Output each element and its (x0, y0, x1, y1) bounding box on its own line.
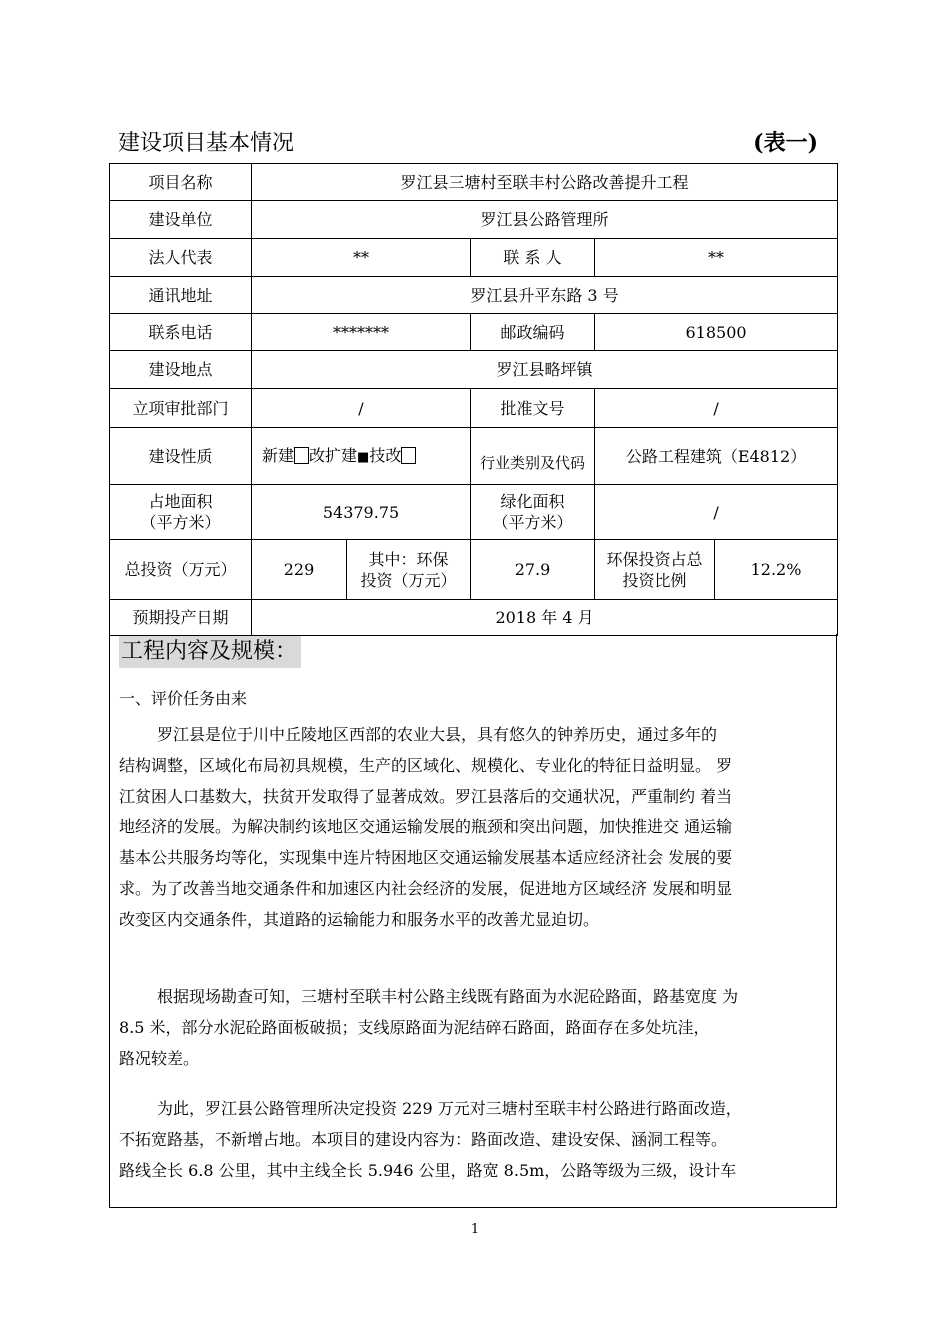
approval-dept-value: / (252, 389, 471, 428)
tech-checkbox-icon (401, 447, 416, 464)
table-row (110, 201, 838, 239)
table-row (110, 428, 838, 485)
checked-box-icon: ■ (357, 449, 370, 465)
table-row (110, 389, 838, 428)
green-area-label (471, 485, 595, 540)
postcode-value: 618500 (595, 314, 838, 351)
page-number: 1 (470, 1222, 480, 1237)
paragraph-3 (119, 1094, 831, 1186)
nature-label: 建设性质 (110, 428, 252, 485)
legal-rep-label: 法人代表 (110, 239, 252, 277)
table-row (110, 277, 838, 314)
table-row (110, 485, 838, 540)
env-invest-label (347, 540, 471, 600)
paragraph-line: 为此，罗江县公路管理所决定投资 229 万元对三塘村至联丰村公路进行路面改造， (157, 1099, 742, 1118)
address-label: 通讯地址 (110, 277, 252, 314)
paragraph-line: 路线全长 6.8 公里，其中主线全长 5.946 公里，路宽 8.5m，公路等级为三级，设计车 (119, 1160, 737, 1180)
unit-value: 罗江县公路管理所 (252, 201, 838, 239)
env-ratio-label (595, 540, 715, 600)
table-row (110, 351, 838, 389)
paragraph-line: 地经济的发展。为解决制约该地区交通运输发展的瓶颈和突出问题，加快推进交 通运输 (119, 817, 733, 837)
paragraph-line: 根据现场勘查可知，三塘村至联丰村公路主线既有路面为水泥砼路面，路基宽度 为 (157, 987, 739, 1006)
legal-rep-value: ** (252, 239, 471, 277)
table-row (110, 540, 838, 600)
table-row (110, 239, 838, 277)
site-label: 建设地点 (110, 351, 252, 389)
project-info-table (109, 163, 838, 636)
phone-value: ******* (252, 314, 471, 351)
nature-expand-label: 改扩建 (309, 445, 358, 465)
table-row (110, 164, 838, 201)
approval-dept-label: 立项审批部门 (110, 389, 252, 428)
contact-value: ** (595, 239, 838, 277)
paragraph-line: 罗江县是位于川中丘陵地区西部的农业大县，具有悠久的钟养历史，通过多年的 (157, 725, 718, 744)
start-date-label: 预期投产日期 (110, 600, 252, 636)
paragraph-line: 8.5 米，部分水泥砼路面板破损；支线原路面为泥结碎石路面，路面存在多处坑洼， (119, 1017, 710, 1037)
nature-new-label: 新建 (262, 445, 295, 465)
section-title: 工程内容及规模： (119, 636, 301, 668)
new-checkbox-icon (294, 447, 309, 464)
env-ratio-value: 12.2% (715, 540, 838, 600)
paragraph-line: 改变区内交通条件，其道路的运输能力和服务水平的改善尤显迫切。 (119, 909, 600, 929)
nature-options (252, 428, 471, 485)
approval-doc-label: 批准文号 (471, 389, 595, 428)
paragraph-line: 江贫困人口基数大，扶贫开发取得了显著成效。罗江县落后的交通状况，严重制约 着当 (119, 786, 733, 806)
subheading: 一、评价任务由来 (119, 689, 248, 708)
project-name-value: 罗江县三塘村至联丰村公路改善提升工程 (252, 164, 838, 201)
paragraph-line: 基本公共服务均等化，实现集中连片特困地区交通运输发展基本适应经济社会 发展的要 (119, 848, 733, 868)
industry-label: 行业类别及代码 (471, 428, 595, 485)
env-invest-label-line1: 其中：环保 (368, 549, 449, 569)
paragraph-line: 结构调整，区域化布局初具规模，生产的区域化、规模化、专业化的特征日益明显。 罗 (119, 755, 733, 775)
unit-label: 建设单位 (110, 201, 252, 239)
project-content-box (109, 634, 837, 1208)
env-ratio-label-line2: 投资比例 (622, 570, 687, 590)
paragraph-line: 路况较差。 (119, 1048, 200, 1068)
paragraph-line: 不拓宽路基，不新增占地。本项目的建设内容为：路面改造、建设安保、涵洞工程等。 (119, 1129, 728, 1149)
table-number: (表一) (753, 130, 818, 156)
env-invest-label-line2: 投资（万元） (360, 570, 457, 590)
table-row (110, 314, 838, 351)
land-area-value: 54379.75 (252, 485, 471, 540)
paragraph-2 (119, 982, 831, 1074)
land-area-label-line1: 占地面积 (148, 492, 213, 511)
table-row (110, 600, 838, 636)
env-ratio-label-line1: 环保投资占总 (606, 549, 703, 569)
site-value: 罗江县略坪镇 (252, 351, 838, 389)
green-area-value: / (595, 485, 838, 540)
contact-label: 联 系 人 (471, 239, 595, 277)
address-value: 罗江县升平东路 3 号 (252, 277, 838, 314)
form-title: 建设项目基本情况 (118, 131, 295, 156)
approval-doc-value: / (595, 389, 838, 428)
land-area-label-line2: （平方米） (140, 513, 221, 532)
nature-tech-label: 技改 (369, 445, 402, 465)
project-name-label: 项目名称 (110, 164, 252, 201)
total-invest-value: 229 (252, 540, 347, 600)
env-invest-value: 27.9 (471, 540, 595, 600)
postcode-label: 邮政编码 (471, 314, 595, 351)
phone-label: 联系电话 (110, 314, 252, 351)
green-area-label-line1: 绿化面积 (500, 492, 565, 511)
total-invest-label: 总投资（万元） (110, 540, 252, 600)
land-area-label (110, 485, 252, 540)
green-area-label-line2: （平方米） (492, 513, 573, 532)
industry-value: 公路工程建筑（E4812） (595, 428, 838, 485)
paragraph-1 (119, 720, 831, 936)
page-header (118, 126, 818, 158)
start-date-value: 2018 年 4 月 (252, 600, 838, 636)
paragraph-line: 求。为了改善当地交通条件和加速区内社会经济的发展，促进地方区域经济 发展和明显 (119, 878, 733, 898)
